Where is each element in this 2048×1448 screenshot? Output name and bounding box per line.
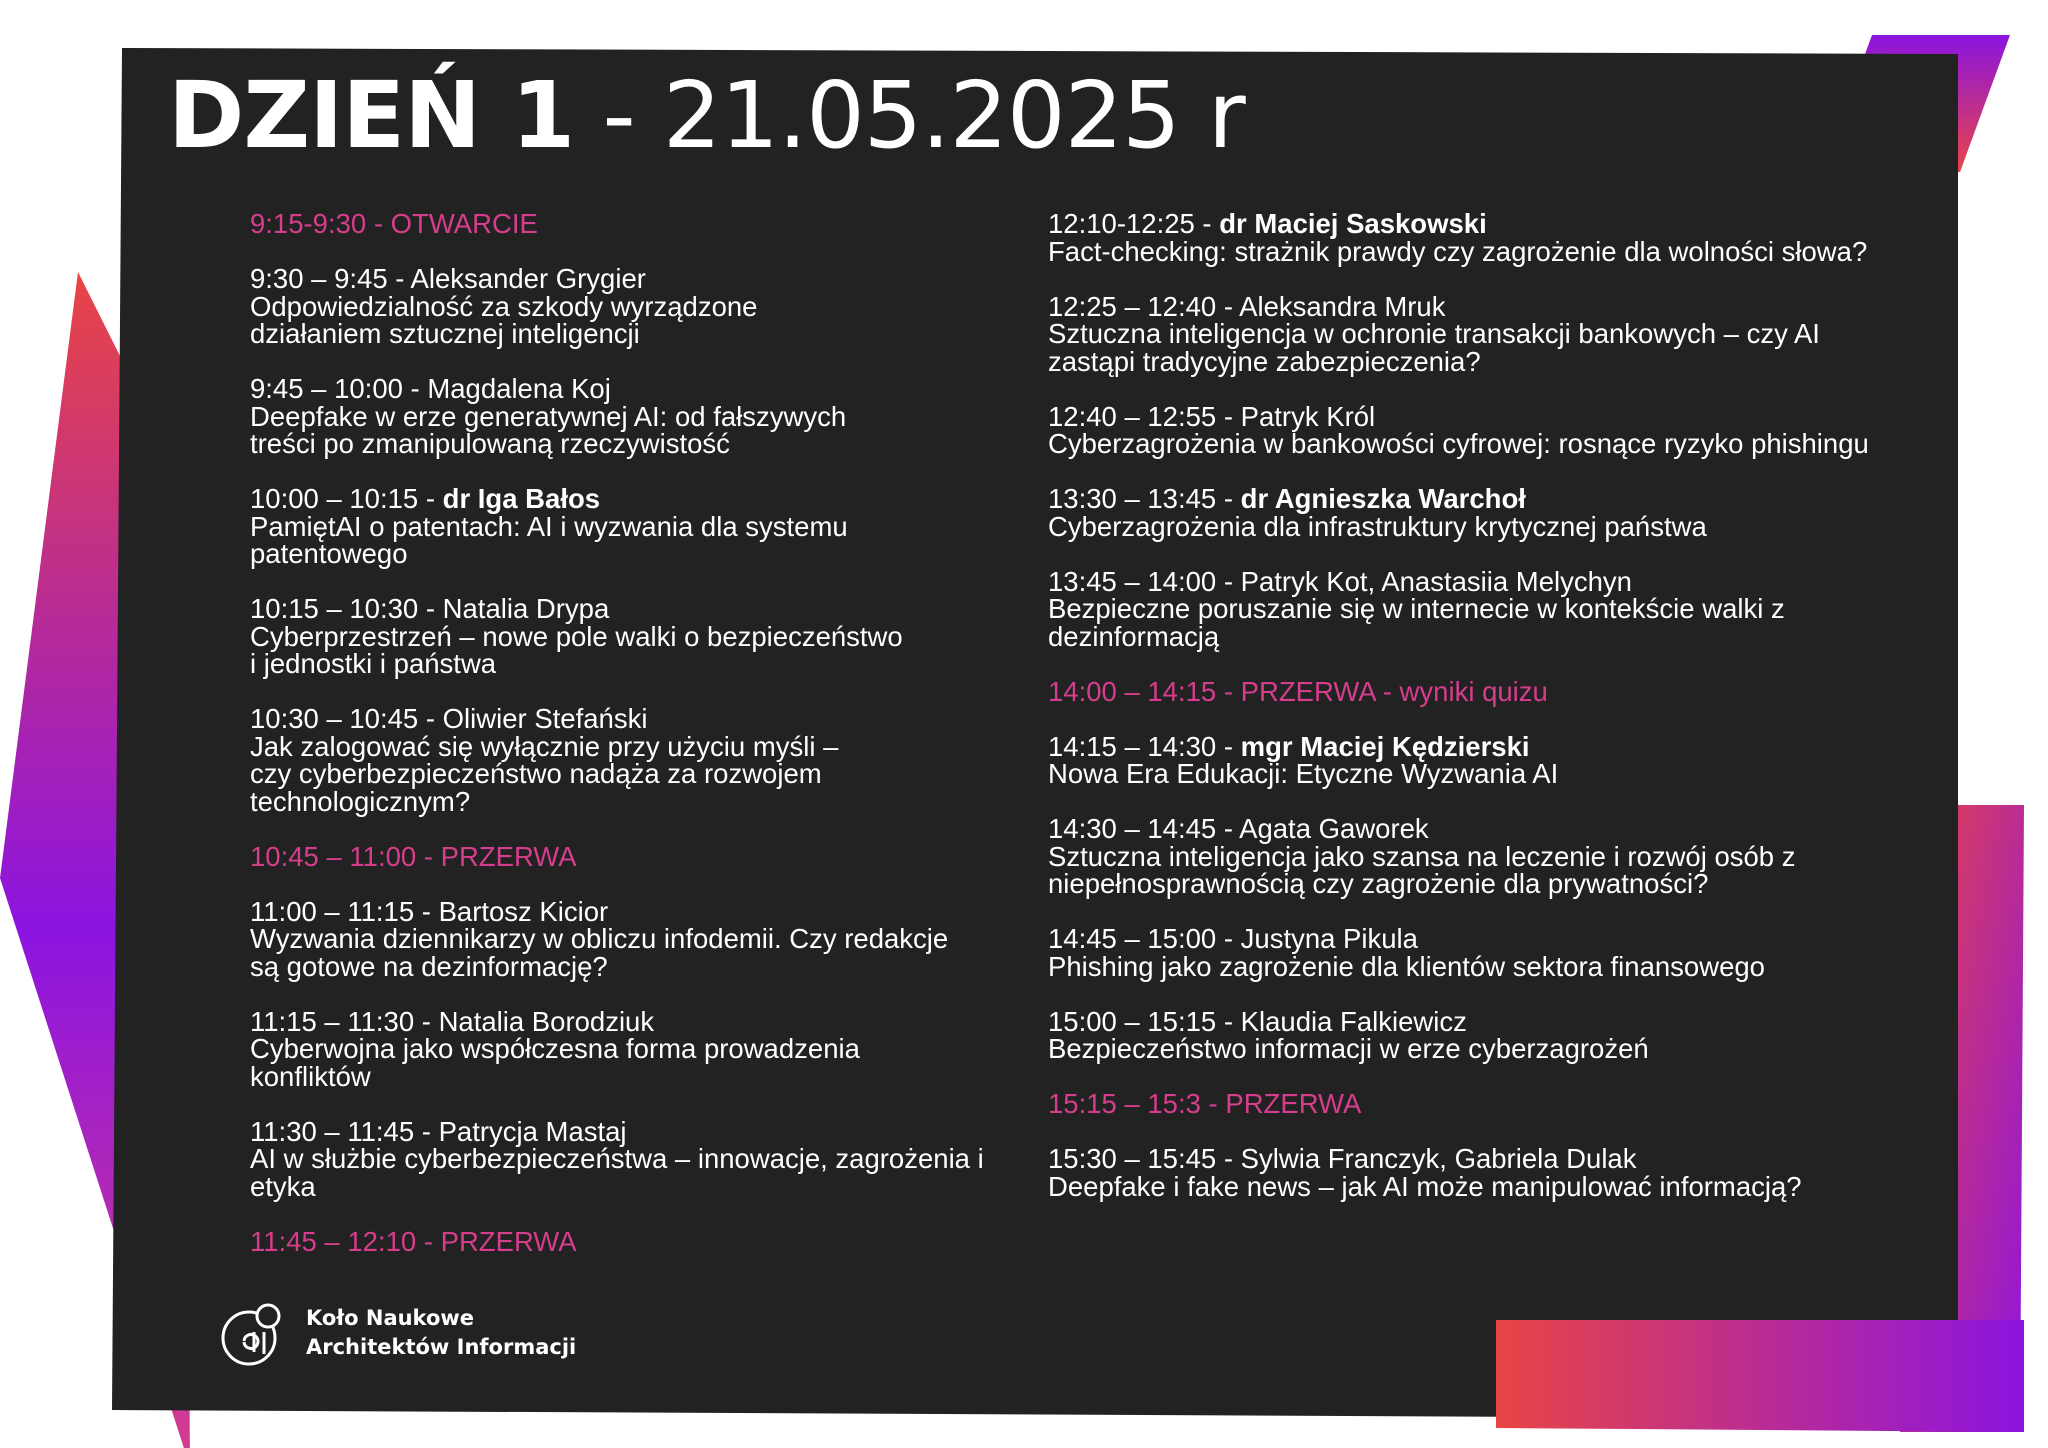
entry-talk-title: Bezpieczne poruszanie się w internecie w kontekście walki z dezinformacją — [1048, 593, 1785, 652]
schedule-entry — [1048, 730, 1968, 789]
entry-time: 15:15 – 15:3 - PRZERWA — [1048, 1088, 1362, 1119]
entry-talk-title: Cyberprzestrzeń – nowe pole walki o bezpieczeństwo i jednostki i państwa — [250, 620, 903, 679]
schedule-right-column — [1048, 210, 1968, 1228]
schedule-break — [250, 840, 1030, 872]
entry-time: 12:10-12:25 - — [1048, 208, 1220, 239]
entry-time: 11:15 – 11:30 - Natalia Borodziuk — [250, 1005, 655, 1037]
schedule-entry — [250, 1005, 1030, 1092]
entry-speaker: dr Iga Bałos — [442, 483, 601, 514]
entry-talk-title: Sztuczna inteligencja w ochronie transakcji bankowych – czy AI zastąpi tradycyjne zabezpieczenia? — [1048, 318, 1820, 377]
entry-time: 13:30 – 13:45 - — [1048, 483, 1241, 514]
schedule-entry — [1048, 1145, 1968, 1200]
schedule-entry — [1048, 815, 1968, 898]
entry-talk-title: Phishing jako zagrożenie dla klientów sektora finansowego — [1048, 950, 1765, 982]
entry-talk-title: PamiętAI o patentach: AI i wyzwania dla systemu patentowego — [250, 510, 848, 569]
schedule-break — [1048, 675, 1968, 707]
schedule-entry — [1048, 210, 1968, 265]
page-title — [168, 62, 1245, 169]
entry-time: 13:45 – 14:00 - Patryk Kot, Anastasiia Melychyn — [1048, 565, 1632, 597]
entry-time: 9:15-9:30 - OTWARCIE — [250, 208, 538, 239]
entry-talk-title: Jak zalogować się wyłącznie przy użyciu myśli – czy cyberbezpieczeństwo nadąża za rozwojem technologicznym? — [250, 730, 839, 817]
schedule-entry — [250, 1115, 1030, 1202]
entry-talk-title: Odpowiedzialność za szkody wyrządzone działaniem sztucznej inteligencji — [250, 290, 758, 349]
entry-talk-title: AI w służbie cyberbezpieczeństwa – innowacje, zagrożenia i etyka — [250, 1143, 984, 1202]
entry-talk-title: Cyberzagrożenia dla infrastruktury krytycznej państwa — [1048, 510, 1707, 542]
entry-talk-title: Fact-checking: strażnik prawdy czy zagrożenie dla wolności słowa? — [1048, 235, 1868, 267]
schedule-entry — [1048, 925, 1968, 980]
schedule-entry — [250, 265, 1030, 348]
entry-time: 10:15 – 10:30 - Natalia Drypa — [250, 593, 610, 624]
org-name — [306, 1304, 576, 1362]
date-label: - 21.05.2025 r — [574, 62, 1245, 169]
schedule-entry — [250, 595, 1030, 678]
entry-time: 15:00 – 15:15 - Klaudia Falkiewicz — [1048, 1005, 1467, 1037]
schedule-break — [250, 1225, 1030, 1257]
entry-time: 14:15 – 14:30 - — [1048, 730, 1241, 762]
schedule-entry — [1048, 290, 1968, 377]
entry-talk-title: Cyberzagrożenia w bankowości cyfrowej: rosnące ryzyko phishingu — [1048, 428, 1869, 459]
deco-bottom-right-bar — [1496, 1320, 2024, 1432]
entry-talk-title: Deepfake w erze generatywnej AI: od fałszywych treści po zmanipulowaną rzeczywistość — [250, 400, 847, 459]
schedule-entry — [250, 375, 1030, 458]
entry-speaker: dr Agnieszka Warchoł — [1240, 483, 1526, 514]
entry-speaker: dr Maciej Saskowski — [1219, 208, 1487, 239]
entry-time: 12:40 – 12:55 - Patryk Król — [1048, 400, 1376, 432]
entry-time: 10:30 – 10:45 - Oliwier Stefański — [250, 703, 648, 734]
entry-time: 9:30 – 9:45 - Aleksander Grygier — [250, 263, 646, 294]
entry-time: 10:45 – 11:00 - PRZERWA — [250, 840, 577, 872]
entry-time: 11:30 – 11:45 - Patrycja Mastaj — [250, 1115, 627, 1147]
entry-time: 12:25 – 12:40 - Aleksandra Mruk — [1048, 290, 1446, 322]
schedule-entry — [1048, 565, 1968, 652]
schedule-left-column — [250, 210, 1030, 1283]
entry-talk-title: Deepfake i fake news – jak AI może manipulować informacją? — [1048, 1170, 1802, 1202]
entry-talk-title: Bezpieczeństwo informacji w erze cyberzagrożeń — [1048, 1033, 1649, 1064]
entry-talk-title: Wyzwania dziennikarzy w obliczu infodemii. Czy redakcje są gotowe na dezinformację? — [250, 923, 949, 982]
entry-time: 14:00 – 14:15 - PRZERWA - wyniki quizu — [1048, 675, 1548, 707]
schedule-break — [1048, 1090, 1968, 1118]
schedule-entry — [1048, 1005, 1968, 1064]
entry-time: 9:45 – 10:00 - Magdalena Koj — [250, 373, 611, 404]
entry-time: 11:45 – 12:10 - PRZERWA — [250, 1225, 577, 1257]
entry-talk-title: Sztuczna inteligencja jako szansa na leczenie i rozwój osób z niepełnosprawnością czy zagrożenie dla prywatności? — [1048, 840, 1796, 899]
entry-talk-title: Nowa Era Edukacji: Etyczne Wyzwania AI — [1048, 758, 1559, 789]
schedule-entry — [1048, 400, 1968, 459]
schedule-entry — [250, 895, 1030, 982]
day-label: DZIEŃ 1 — [168, 62, 575, 169]
schedule-entry — [250, 485, 1030, 568]
entry-time: 10:00 – 10:15 - — [250, 483, 443, 514]
org-name-line2: Architektów Informacji — [306, 1335, 577, 1359]
entry-time: 14:45 – 15:00 - Justyna Pikula — [1048, 923, 1418, 954]
entry-time: 15:30 – 15:45 - Sylwia Franczyk, Gabriela Dulak — [1048, 1143, 1637, 1174]
entry-time: 14:30 – 14:45 - Agata Gaworek — [1048, 813, 1429, 844]
kna-logo-icon — [218, 1302, 284, 1368]
entry-talk-title: Cyberwojna jako współczesna forma prowadzenia konfliktów — [250, 1033, 860, 1092]
entry-speaker: mgr Maciej Kędzierski — [1240, 730, 1530, 762]
schedule-break — [250, 210, 1030, 238]
schedule-entry — [250, 705, 1030, 815]
org-name-line1: Koło Naukowe — [306, 1306, 475, 1330]
entry-time: 11:00 – 11:15 - Bartosz Kicior — [250, 895, 609, 927]
schedule-entry — [1048, 485, 1968, 540]
